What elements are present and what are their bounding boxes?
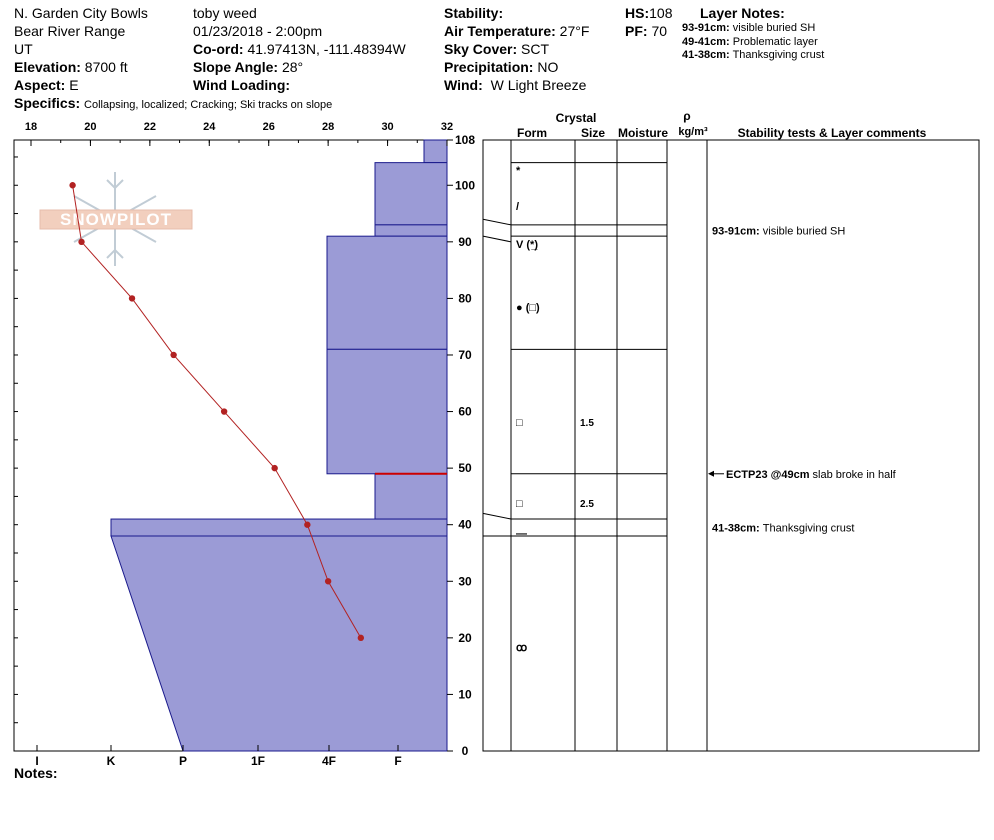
- hardness-layer-bar: [327, 349, 447, 473]
- grain-form-symbol: □: [516, 498, 523, 510]
- grain-size-value: 2.5: [580, 499, 594, 510]
- grain-form-symbol: □: [516, 417, 523, 429]
- elevation: Elevation: 8700 ft: [14, 59, 128, 75]
- grain-form-symbol: *: [516, 165, 521, 177]
- temp-tick-label: 26: [262, 121, 275, 133]
- temp-tick-label: 32: [440, 121, 454, 133]
- height-tick-label: 30: [458, 574, 472, 589]
- wind-loading: Wind Loading:: [193, 77, 291, 93]
- hardness-layer-bar: [375, 225, 447, 236]
- datetime: 01/23/2018 - 2:00pm: [193, 23, 323, 39]
- temp-tick-label: 24: [203, 121, 216, 133]
- slope-angle: Slope Angle: 28°: [193, 59, 304, 75]
- svg-text:SNOWPILOT: SNOWPILOT: [60, 210, 172, 229]
- height-tick-label: 10: [458, 687, 472, 702]
- temperature-point: [358, 635, 364, 641]
- height-tick-label: 90: [458, 234, 472, 249]
- location-name: N. Garden City Bowls: [14, 5, 148, 21]
- rho-header: ρ: [683, 109, 691, 123]
- grain-form-symbol: /: [516, 201, 520, 213]
- temperature-point: [221, 408, 227, 414]
- layer-connector: [483, 219, 511, 225]
- temp-tick-label: 22: [143, 121, 156, 133]
- temperature-point: [69, 182, 75, 188]
- temp-tick-label: 28: [322, 121, 335, 133]
- temperature-point: [304, 522, 310, 528]
- size-header: Size: [580, 126, 606, 140]
- moisture-header: Moisture: [617, 126, 669, 140]
- grain-size-value: 1.5: [580, 418, 594, 429]
- temperature-point: [325, 578, 331, 584]
- hardness-tick-label: K: [106, 754, 116, 768]
- hardness-layer-bar: [111, 536, 447, 751]
- hardness-layer-bar: [424, 140, 447, 163]
- wind: Wind: W Light Breeze: [444, 77, 587, 93]
- temp-tick-label: 18: [24, 121, 38, 133]
- height-tick-label: 40: [458, 517, 472, 532]
- grain-form-symbol: ꝏ: [516, 642, 528, 654]
- layer-comment: ECTP23 @49cm slab broke in half: [726, 468, 896, 481]
- grain-form-symbol: ● (□): [516, 302, 540, 314]
- temp-tick-label: 20: [84, 121, 97, 133]
- hardness-tick-label: P: [178, 754, 188, 768]
- comment-arrow-head: [708, 471, 714, 477]
- hardness-tick-label: 1F: [250, 754, 266, 768]
- height-tick-label: 108: [454, 133, 476, 147]
- layer-connector: [483, 236, 511, 242]
- stability: Stability:: [444, 5, 504, 21]
- state: UT: [14, 41, 33, 57]
- height-tick-label: 0: [461, 744, 469, 758]
- coordinates: Co-ord: 41.97413N, -111.48394W: [193, 41, 406, 57]
- form-header: Form: [517, 126, 547, 140]
- aspect: Aspect: E: [14, 77, 79, 93]
- layer-notes-title: Layer Notes:: [700, 5, 785, 21]
- layer-comment: 93-91cm: visible buried SH: [712, 225, 846, 238]
- hardness-layer-bar: [375, 163, 447, 225]
- hardness-tick-label: 4F: [321, 754, 337, 768]
- snowpilot-logo: [40, 172, 192, 266]
- hardness-layer-bar: [327, 236, 447, 349]
- air-temperature: Air Temperature: 27°F: [444, 23, 590, 39]
- layer-comment: 41-38cm: Thanksgiving crust: [712, 522, 855, 535]
- height-tick-label: 60: [458, 404, 472, 419]
- temperature-point: [170, 352, 176, 358]
- temperature-point: [78, 239, 84, 245]
- grain-form-symbol: V (*̲): [516, 239, 538, 251]
- snow-height: HS:108: [625, 5, 673, 21]
- observer: toby weed: [193, 5, 257, 21]
- notes-label: Notes:: [14, 765, 58, 781]
- height-tick-label: 70: [458, 347, 472, 362]
- crystal-header: Crystal: [555, 111, 597, 125]
- penetration-foot: PF: 70: [625, 23, 668, 39]
- height-tick-label: 20: [458, 630, 472, 645]
- mountain-range: Bear River Range: [14, 23, 126, 39]
- layer-connector: [483, 513, 511, 519]
- layer-note-2: 49-41cm: Problematic layer: [682, 36, 818, 48]
- height-tick-label: 50: [458, 461, 472, 476]
- hardness-layer-bar: [375, 474, 447, 519]
- grain-form-symbol: —: [516, 528, 527, 540]
- sky-cover: Sky Cover: SCT: [444, 41, 550, 57]
- specifics: Specifics: Collapsing, localized; Cracking; Ski tracks on slope: [14, 95, 333, 111]
- height-tick-label: 100: [454, 178, 476, 193]
- temp-tick-label: 30: [381, 121, 394, 133]
- hardness-tick-label: F: [394, 754, 402, 768]
- hardness-layer-bar: [111, 519, 447, 536]
- density-unit-header: kg/m³: [678, 126, 708, 138]
- layer-note-1: 93-91cm: visible buried SH: [682, 22, 816, 34]
- hardness-tick-label: I: [35, 754, 39, 768]
- layer-note-3: 41-38cm: Thanksgiving crust: [682, 49, 825, 61]
- temperature-point: [129, 295, 135, 301]
- stability-comments-header: Stability tests & Layer comments: [737, 126, 927, 140]
- temperature-point: [271, 465, 277, 471]
- precipitation: Precipitation: NO: [444, 59, 559, 75]
- height-tick-label: 80: [458, 291, 472, 306]
